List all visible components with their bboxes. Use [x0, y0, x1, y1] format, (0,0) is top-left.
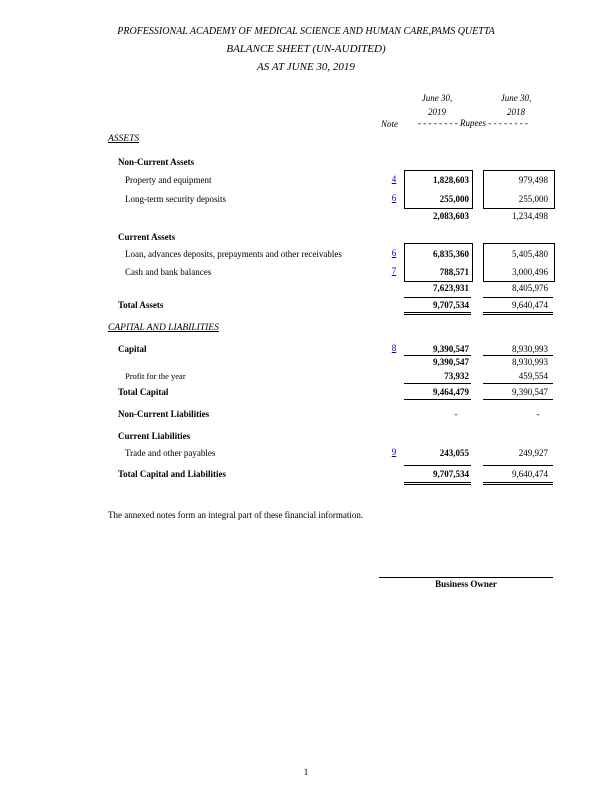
total-assets-double-line-2019 [404, 314, 471, 315]
non-current-liabilities-2019: - [454, 409, 458, 419]
non-current-liabilities-label: Non-Current Liabilities [118, 409, 210, 419]
total-assets-2018: 9,640,474 [512, 300, 548, 310]
annexed-notes-statement: The annexed notes form an integral part of these financial information. [108, 510, 364, 520]
capital-2018: 8,930,993 [512, 344, 548, 354]
security-deposits-2018: 255,000 [518, 194, 548, 204]
note-column-header: Note [381, 119, 398, 129]
profit-2019: 73,932 [444, 371, 469, 381]
total-assets-underline-2019 [404, 312, 471, 313]
property-equipment-2018: 979,498 [518, 175, 548, 185]
total-capital-2019: 9,464,479 [433, 387, 469, 397]
profit-label: Profit for the year [125, 371, 186, 381]
non-current-assets-heading: Non-Current Assets [118, 157, 195, 167]
total-assets-line-2018 [483, 297, 553, 298]
receivables-label: Loan, advances deposits, prepayments and other receivables [125, 249, 342, 259]
organization-name: PROFESSIONAL ACADEMY OF MEDICAL SCIENCE AND HUMAN CARE,PAMS QUETTA [117, 26, 495, 37]
total-cl-double-line-2019 [404, 484, 471, 485]
total-capital-2018: 9,390,547 [512, 387, 548, 397]
nca-total-2019: 2,083,603 [433, 211, 469, 221]
capital-line-2019 [404, 355, 471, 356]
total-assets-label: Total Assets [118, 300, 164, 310]
ca-total-2019: 7,623,931 [433, 283, 469, 293]
total-cl-line-2018 [483, 465, 553, 466]
col-2018-line1: June 30, [500, 93, 532, 103]
non-current-liabilities-2018: - [536, 409, 540, 419]
cash-bank-label: Cash and bank balances [125, 267, 212, 277]
payables-label: Trade and other payables [125, 448, 216, 458]
col-2019-header [399, 91, 475, 119]
current-assets-heading: Current Assets [118, 232, 176, 242]
total-capital-line-2018 [483, 383, 553, 384]
col-2019-line2: 2019 [428, 107, 446, 117]
total-cl-underline-2018 [483, 482, 553, 483]
total-capital-label: Total Capital [118, 387, 169, 397]
total-capital-liabilities-2018: 9,640,474 [512, 469, 548, 479]
total-assets-underline-2018 [483, 312, 553, 313]
property-equipment-note-link[interactable]: 4 [391, 174, 397, 184]
security-deposits-2019: 255,000 [439, 194, 469, 204]
security-deposits-note-link[interactable]: 6 [391, 193, 397, 203]
capital-sub-2019: 9,390,547 [433, 357, 469, 367]
currency-header: - - - - - - - - Rupees - - - - - - - - [418, 118, 528, 128]
total-capital-liabilities-2019: 9,707,534 [433, 469, 469, 479]
assets-heading: ASSETS [108, 134, 140, 144]
receivables-2018: 5,405,480 [512, 249, 548, 259]
payables-note-link[interactable]: 9 [391, 447, 397, 457]
payables-2019: 243,055 [439, 448, 469, 458]
total-cl-line-2019 [404, 465, 471, 466]
receivables-note-link[interactable]: 6 [391, 248, 397, 258]
cash-bank-2019: 788,571 [439, 267, 469, 277]
signature-line [379, 577, 553, 578]
total-assets-line-2019 [404, 297, 471, 298]
total-cl-underline-2019 [404, 482, 471, 483]
payables-2018: 249,927 [518, 448, 548, 458]
col-2018-header [478, 91, 554, 119]
total-capital-underline-2018 [483, 399, 553, 400]
business-owner-signature-label: Business Owner [435, 579, 497, 589]
capital-label: Capital [118, 344, 147, 354]
total-capital-underline-2019 [404, 399, 471, 400]
statement-title: BALANCE SHEET (UN-AUDITED) [226, 43, 386, 55]
receivables-2019: 6,835,360 [433, 249, 469, 259]
capital-2019: 9,390,547 [433, 344, 469, 354]
total-capital-liabilities-label: Total Capital and Liabilities [118, 469, 226, 479]
total-cl-double-line-2018 [483, 484, 553, 485]
property-equipment-label: Property and equipment [125, 175, 212, 185]
col-2019-line1: June 30, [421, 93, 453, 103]
capital-sub-2018: 8,930,993 [512, 357, 548, 367]
col-2018-line2: 2018 [507, 107, 525, 117]
cash-bank-2018: 3,000,496 [512, 267, 548, 277]
profit-2018: 459,554 [518, 371, 548, 381]
cash-bank-note-link[interactable]: 7 [391, 266, 397, 276]
total-assets-double-line-2018 [483, 314, 553, 315]
total-capital-line-2019 [404, 383, 471, 384]
security-deposits-label: Long-term security deposits [125, 194, 226, 204]
current-liabilities-heading: Current Liabilities [118, 431, 191, 441]
capital-line-2018 [483, 355, 553, 356]
statement-date: AS AT JUNE 30, 2019 [257, 61, 355, 73]
capital-note-link[interactable]: 8 [391, 343, 397, 353]
total-assets-2019: 9,707,534 [433, 300, 469, 310]
nca-total-2018: 1,234,498 [512, 211, 548, 221]
property-equipment-2019: 1,828,603 [433, 175, 469, 185]
page-number: 1 [303, 767, 309, 777]
ca-total-2018: 8,405,976 [512, 283, 548, 293]
capital-liabilities-heading: CAPITAL AND LIABILITIES [108, 323, 219, 333]
